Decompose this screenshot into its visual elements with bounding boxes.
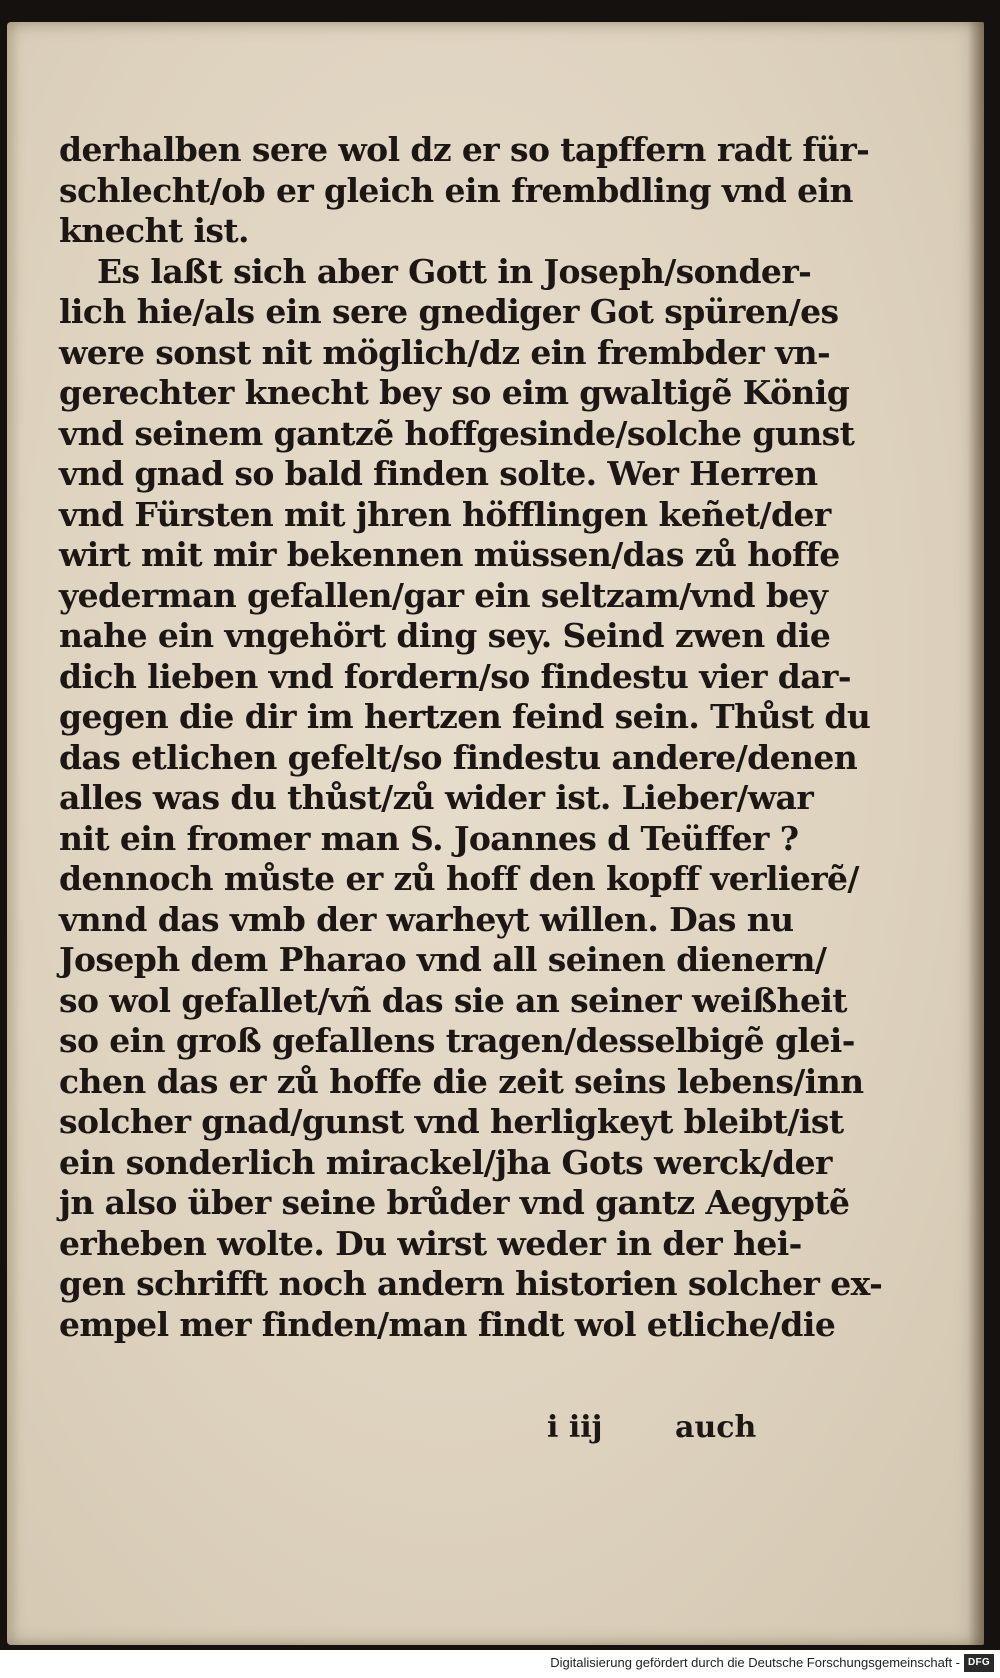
text-line: so ein groß gefallens tragen/desselbigẽ glei- (59, 1021, 855, 1060)
text-line: schlecht/ob er gleich ein frembdling vnd ein (59, 170, 853, 210)
text-line: were sonst nit möglich/dz ein frembder vn- (59, 332, 831, 372)
text-line: knecht ist. (59, 211, 249, 250)
text-line: yederman gefallen/gar ein seltzam/vnd bey (59, 575, 828, 615)
text-line: dennoch můste er zů hoff den kopff verlierẽ/ (59, 859, 859, 898)
text-line: nit ein fromer man S. Joannes d Teüffer ? (59, 818, 799, 858)
text-line: alles was du thůst/zů wider ist. Lieber/war (59, 778, 814, 817)
body-text (59, 130, 883, 1345)
text-line: vnd seinem gantzẽ hoffgesinde/solche gunst (59, 413, 855, 453)
text-line: ein sonderlich mirackel/jha Gots werck/der (59, 1142, 832, 1182)
text-line: solcher gnad/gunst vnd herligkeyt bleibt/ist (59, 1102, 844, 1141)
text-line: das etlichen gefelt/so findestu andere/denen (59, 737, 858, 777)
funding-credit: Digitalisierung gefördert durch die Deutsche Forschungsgemeinschaft - (550, 1655, 960, 1670)
text-line: so wol gefallet/vñ das sie an seiner weißheit (59, 980, 847, 1020)
text-line: chen das er zů hoffe die zeit seins lebens/inn (59, 1061, 864, 1101)
text-line: vnnd das vmb der warheyt willen. Das nu (59, 899, 794, 939)
catchword: auch (675, 1410, 757, 1445)
text-line: dich lieben vnd fordern/so findestu vier dar- (59, 656, 851, 696)
text-line: Joseph dem Pharao vnd all seinen dienern/ (59, 940, 827, 979)
text-line: nahe ein vngehört ding sey. Seind zwen die (59, 616, 831, 655)
text-line: gerechter knecht bey so eim gwaltigẽ König (59, 373, 850, 412)
text-line: erheben wolte. Du wirst weder in der hei- (59, 1223, 802, 1263)
dfg-logo: DFG (964, 1654, 994, 1672)
book-page (7, 22, 984, 1645)
text-line: empel mer finden/man findt wol etliche/die (59, 1304, 836, 1344)
text-line: lich hie/als ein sere gnediger Got spüren/es (59, 292, 839, 331)
text-line: vnd gnad so bald finden solte. Wer Herren (59, 454, 818, 493)
text-line: wirt mit mir bekennen müssen/das zů hoffe (59, 535, 840, 574)
page-edge-shadow (968, 22, 984, 1645)
digitization-footer (0, 1650, 1000, 1678)
text-line: jn also über seine brůder vnd gantz Aegyptẽ (59, 1183, 850, 1222)
signature-mark: i iij (547, 1410, 603, 1445)
text-line: vnd Fürsten mit jhren höfflingen keñet/der (59, 494, 831, 534)
text-line: gen schrifft noch andern historien solcher ex- (59, 1264, 883, 1303)
text-line: derhalben sere wol dz er so tapffern radt für- (59, 130, 870, 169)
text-line: gegen die dir im hertzen feind sein. Thůst du (59, 697, 871, 736)
text-line: Es laßt sich aber Gott in Joseph/sonder- (97, 251, 812, 291)
